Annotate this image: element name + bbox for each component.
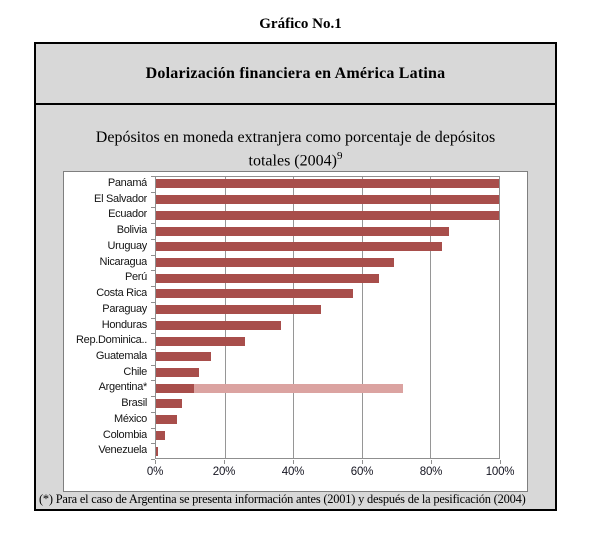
y-axis-tick xyxy=(151,239,155,240)
bar xyxy=(156,289,353,298)
x-axis-tick-label: 60% xyxy=(350,466,374,478)
x-axis-tick xyxy=(155,460,156,464)
figure-header-text: Dolarización financiera en América Latina xyxy=(145,64,446,82)
category-label: Ecuador xyxy=(108,208,147,221)
y-axis-tick xyxy=(151,396,155,397)
bar xyxy=(156,431,165,440)
category-label: Bolivia xyxy=(116,224,147,237)
chart-subtitle xyxy=(36,128,555,170)
y-axis-tick xyxy=(151,223,155,224)
category-label: México xyxy=(113,412,147,425)
figure-header xyxy=(36,44,555,105)
x-axis-tick-label: 100% xyxy=(485,466,515,478)
y-axis-tick xyxy=(151,302,155,303)
y-axis-tick xyxy=(151,428,155,429)
bar xyxy=(156,399,182,408)
bar xyxy=(156,384,194,393)
x-axis-tick xyxy=(431,460,432,464)
y-axis-tick xyxy=(151,286,155,287)
bar xyxy=(156,258,394,267)
category-label: Panamá xyxy=(107,177,147,189)
category-label: Nicaragua xyxy=(99,255,147,268)
bar xyxy=(156,337,245,346)
category-label: Uruguay xyxy=(107,239,147,252)
y-axis-tick xyxy=(151,270,155,271)
bar xyxy=(156,321,281,330)
y-axis-tick xyxy=(151,380,155,381)
bar xyxy=(156,242,442,251)
category-label: Argentina* xyxy=(98,381,147,394)
category-label: Paraguay xyxy=(102,302,147,315)
bar xyxy=(156,305,321,314)
y-axis-tick xyxy=(151,349,155,350)
bar xyxy=(156,368,199,377)
x-axis-tick-label: 20% xyxy=(212,466,236,478)
bar xyxy=(156,447,158,456)
category-label: Honduras xyxy=(101,318,147,331)
chart-subtitle-line2: totales (2004) xyxy=(248,152,337,170)
plot-area xyxy=(155,176,500,459)
y-axis-tick xyxy=(151,412,155,413)
x-axis-tick xyxy=(500,460,501,464)
chart-panel xyxy=(63,171,528,492)
bar xyxy=(156,211,499,220)
x-axis-tick xyxy=(224,460,225,464)
category-label: Venezuela xyxy=(98,444,147,457)
figure-label: Gráfico No.1 xyxy=(259,16,342,32)
category-label: Colombia xyxy=(102,428,147,441)
footnote-reference: 9 xyxy=(336,150,343,162)
y-axis-tick xyxy=(151,176,155,177)
chart-subtitle-line1: Depósitos en moneda extranjera como porcentaje de depósitos xyxy=(95,129,496,146)
y-axis-tick xyxy=(151,318,155,319)
y-axis-tick xyxy=(151,365,155,366)
x-axis-tick-label: 80% xyxy=(419,466,443,478)
x-axis-tick xyxy=(293,460,294,464)
figure-box xyxy=(34,42,557,511)
bar xyxy=(156,179,499,188)
category-label: El Salvador xyxy=(94,192,147,205)
x-axis-tick-label: 0% xyxy=(146,466,164,478)
y-axis-tick xyxy=(151,255,155,256)
category-label: Guatemala xyxy=(95,349,147,362)
y-axis-tick xyxy=(151,192,155,193)
y-axis-tick xyxy=(151,443,155,444)
bar xyxy=(156,227,449,236)
category-label: Costa Rica xyxy=(96,287,147,300)
bar xyxy=(156,352,211,361)
x-axis-tick xyxy=(362,460,363,464)
category-label: Chile xyxy=(123,365,147,378)
category-label: Rep.Dominica.. xyxy=(76,334,147,347)
category-label: Perú xyxy=(124,271,147,284)
y-axis-tick xyxy=(151,333,155,334)
category-axis-labels xyxy=(64,176,151,459)
bar xyxy=(156,415,177,424)
y-axis-tick xyxy=(151,207,155,208)
footnote: (*) Para el caso de Argentina se presenta información antes (2001) y después de la pesificación (2004) xyxy=(39,492,526,506)
category-label: Brasil xyxy=(121,397,147,410)
bar xyxy=(156,195,499,204)
x-axis-tick-label: 40% xyxy=(281,466,305,478)
bar xyxy=(156,274,379,283)
